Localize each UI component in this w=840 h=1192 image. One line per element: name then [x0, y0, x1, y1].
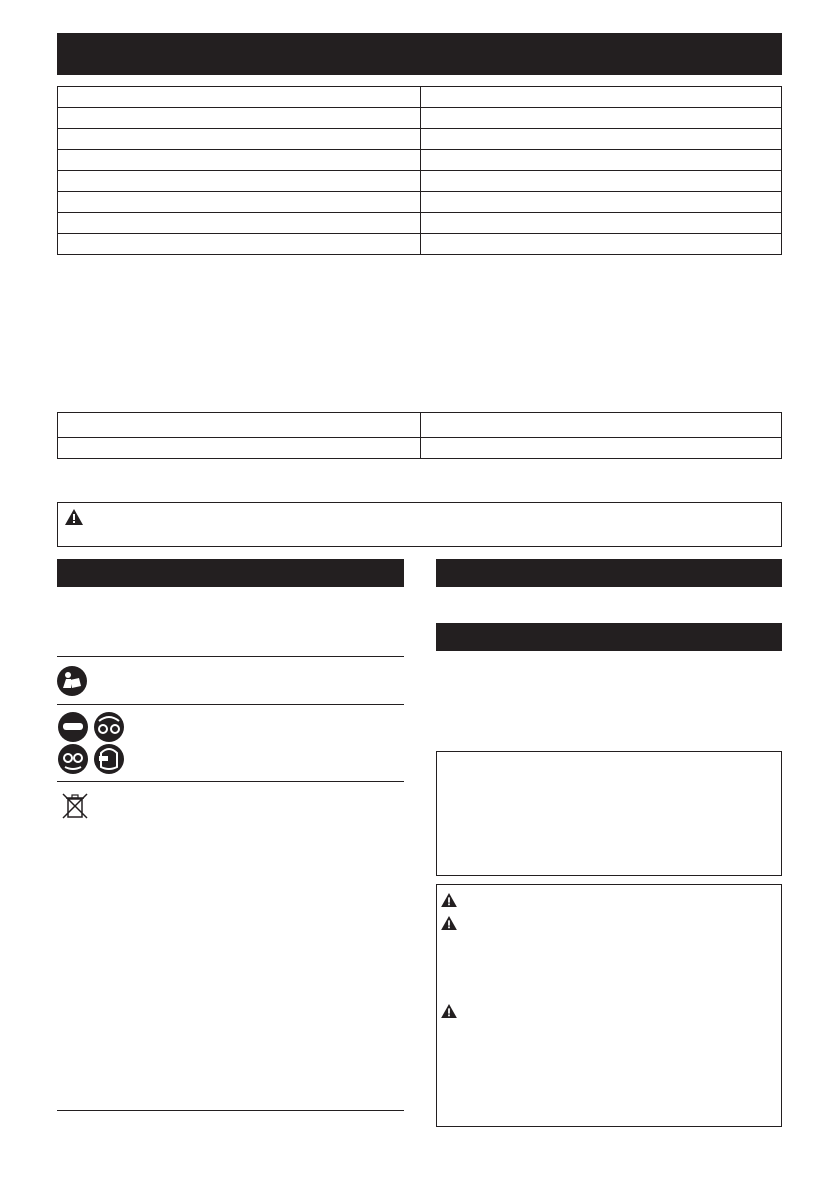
- divider: [57, 656, 404, 657]
- applicable-battery-table: [57, 412, 782, 459]
- table-row: [58, 192, 782, 213]
- specifications-table: [57, 86, 782, 255]
- specifications-heading-bar: [57, 33, 782, 75]
- table-row: [58, 213, 782, 234]
- noise-heading-bar: [436, 623, 782, 651]
- warning-triangle-icon: [441, 1004, 457, 1018]
- table-row: [58, 171, 782, 192]
- footer-text: [0, 1182, 840, 1192]
- warning-triangle-icon: [441, 916, 457, 930]
- warning-triangle-icon: [65, 509, 83, 525]
- table-row: [58, 234, 782, 255]
- table-row: [58, 129, 782, 150]
- intended-use-heading-bar: [436, 559, 782, 587]
- warning-box: [57, 502, 782, 547]
- note-box: [436, 751, 782, 876]
- read-manual-icon: [57, 666, 87, 696]
- table-row: [58, 87, 782, 108]
- divider: [57, 781, 404, 782]
- divider: [57, 704, 404, 705]
- safety-warning-box: [436, 884, 782, 1127]
- warning-triangle-icon: [441, 893, 457, 907]
- crossed-out-bin-icon: [60, 791, 90, 821]
- table-row: [58, 150, 782, 171]
- safety-glasses-icon: [57, 711, 129, 775]
- divider: [57, 1110, 404, 1111]
- table-row: [58, 438, 782, 459]
- table-row: [58, 413, 782, 438]
- table-row: [58, 108, 782, 129]
- symbols-heading-bar: [57, 559, 404, 587]
